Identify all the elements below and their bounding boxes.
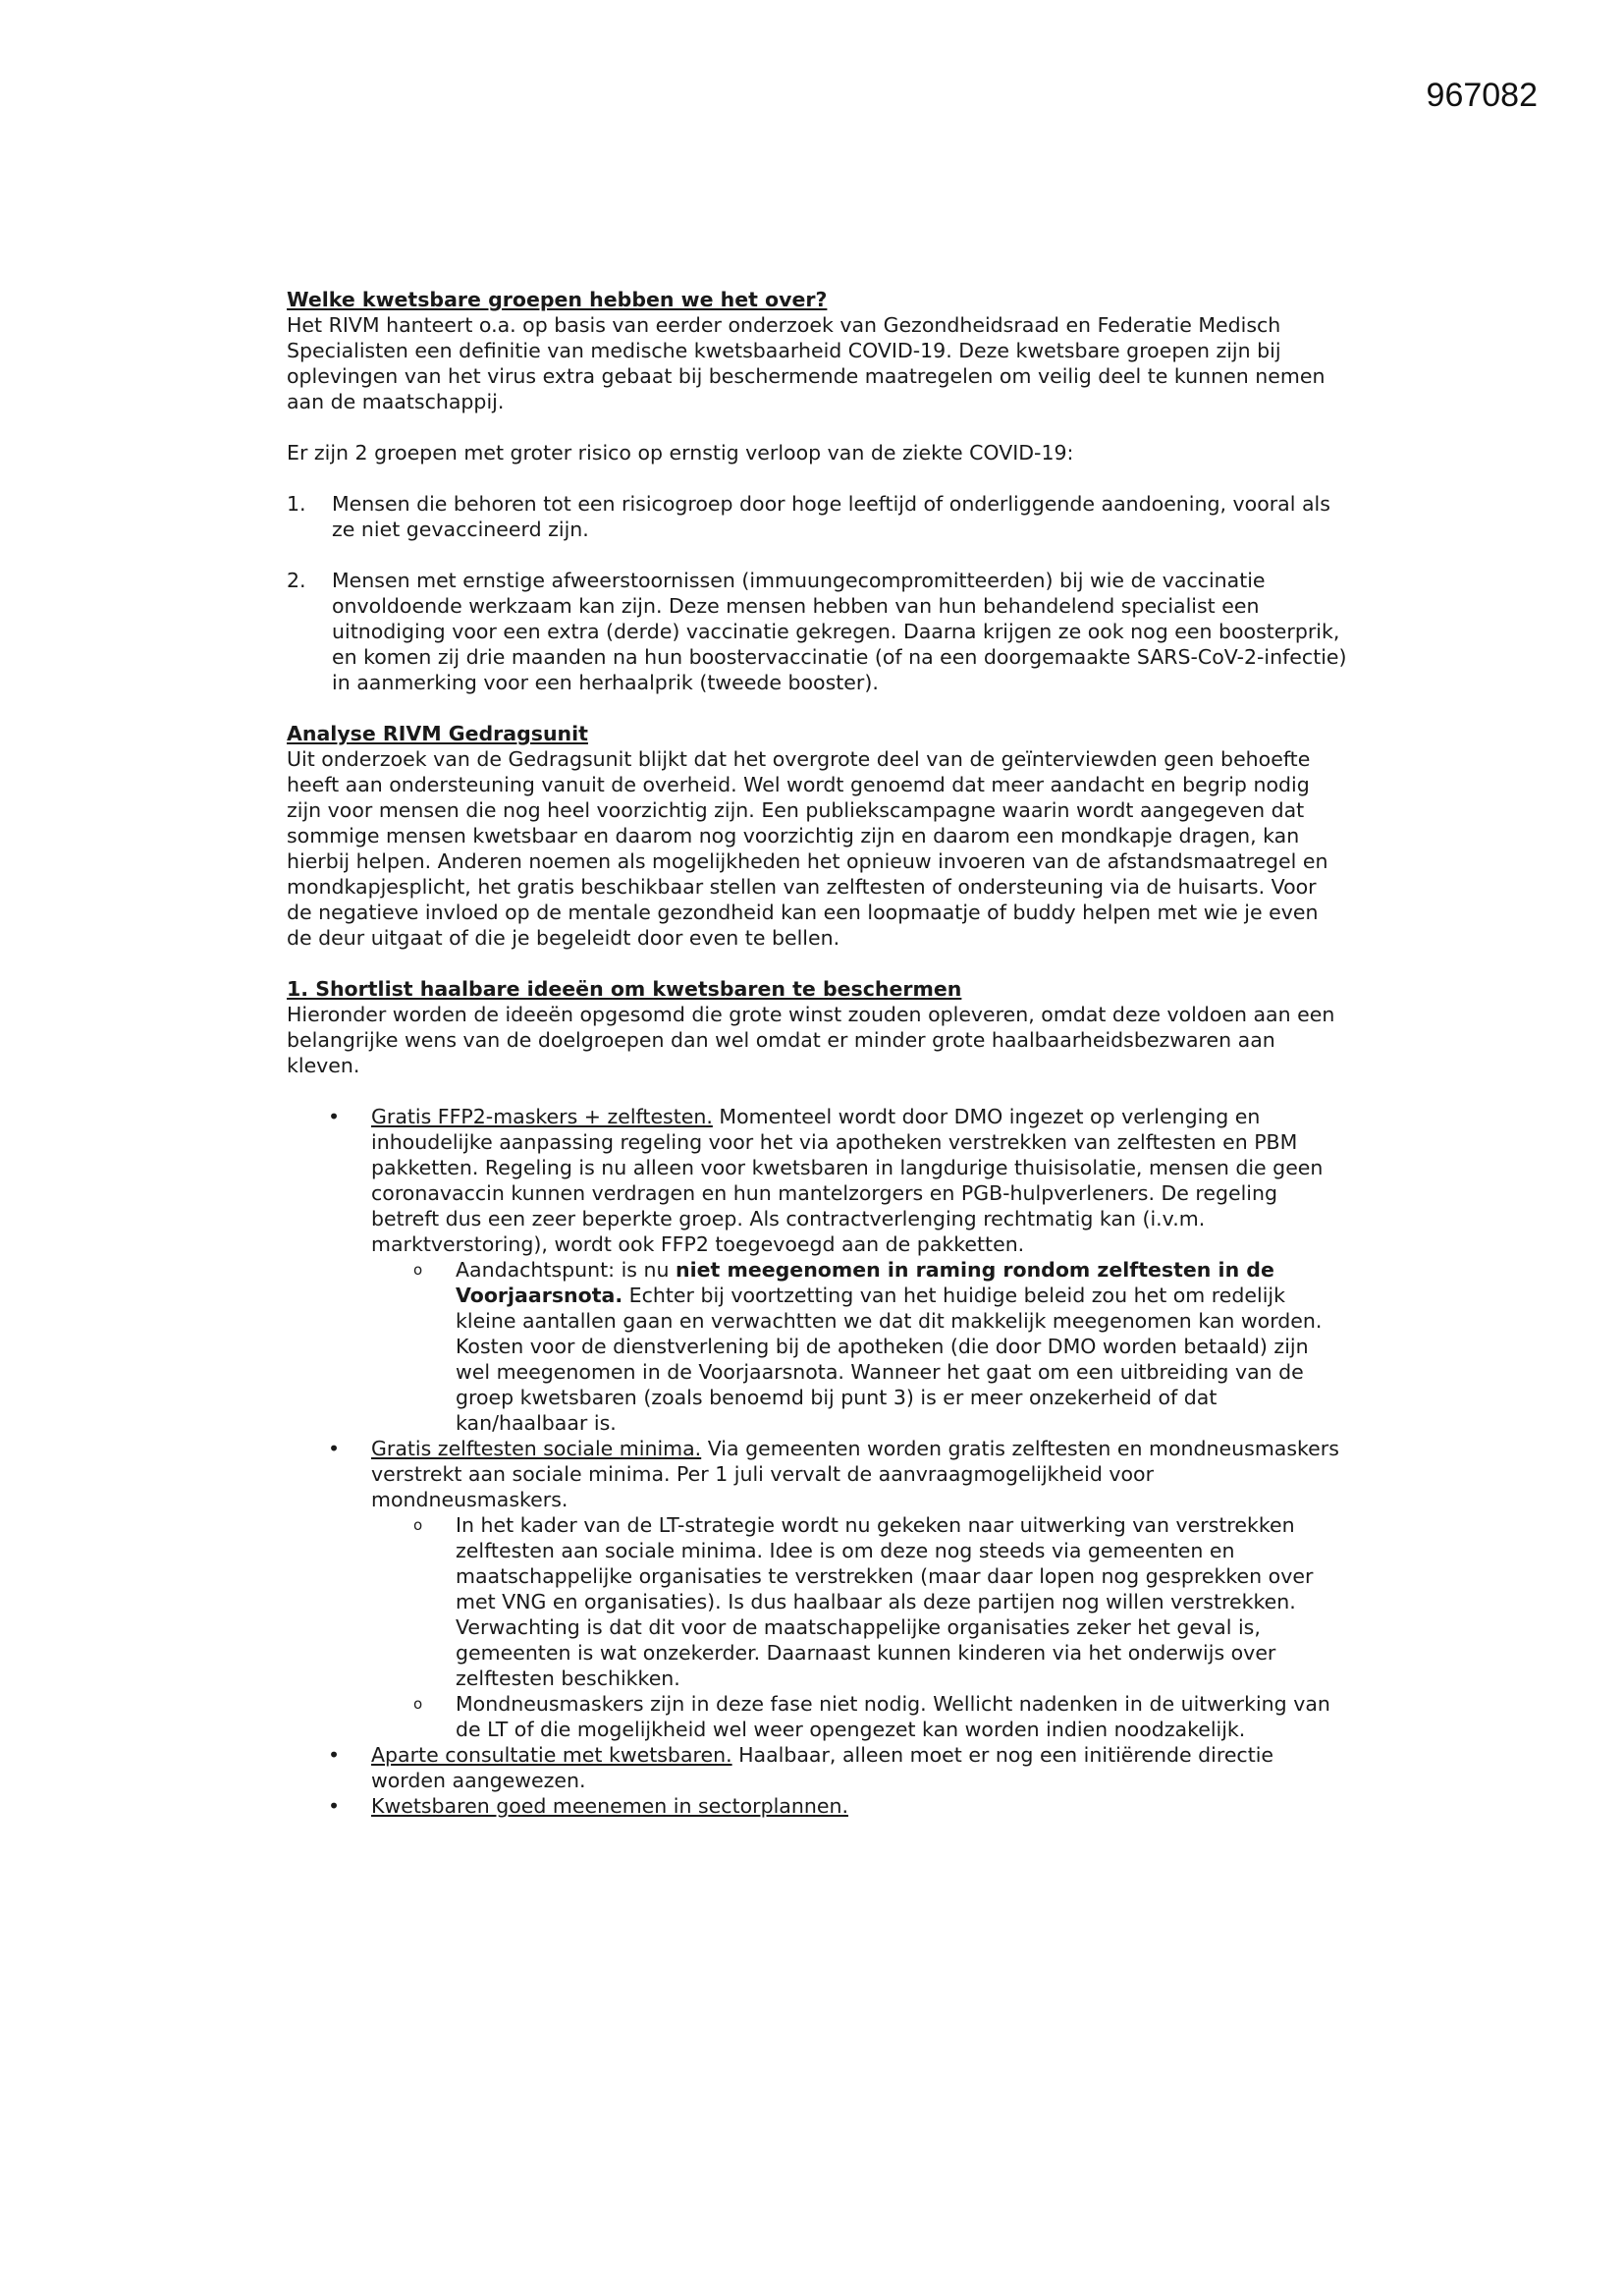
list-item-text: Mensen met ernstige afweerstoornissen (immuungecompromitteerden) bij wie de vaccinatie onvoldoende werkzaam kan zijn. Deze mensen hebben van hun behandelend specialist een uitnodiging voor een extra (derde) vaccinatie gekregen. Daarna krijgen ze ook nog een boosterprik, en komen zij drie maanden na hun boostervaccinatie (of na een doorgemaakte SARS-CoV-2-infectie) in aanmerking voor een herhaalprik (tweede booster). xyxy=(332,569,1347,694)
list-item xyxy=(287,568,1347,695)
shortlist-intro: Hieronder worden de ideeën opgesomd die grote winst zouden opleveren, omdat deze voldoen aan een belangrijke wens van de doelgroepen dan wel omdat er minder grote haalbaarheidsbezwaren aan kleven. xyxy=(287,1003,1335,1077)
sub-item-text: Echter bij voortzetting van het huidige beleid zou het om redelijk kleine aantallen gaan en verwachtten we dat dit makkelijk meegenomen kan worden. Kosten voor de dienstverlening bij de apotheken (die door DMO worden betaald) zijn wel meegenomen in de Voorjaarsnota. Wanneer het gaat om een uitbreiding van de groep kwetsbaren (zoals benoemd bij punt 3) is er meer onzekerheid of dat kan/haalbaar is. xyxy=(456,1284,1323,1435)
gedragsunit-paragraph: Uit onderzoek van de Gedragsunit blijkt dat het overgrote deel van de geïnterviewden geen behoefte heeft aan ondersteuning vanuit de overheid. Wel wordt genoemd dat meer aandacht en begrip nodig zijn voor mensen die nog heel voorzichtig zijn. Een publiekscampagne waarin wordt aangegeven dat sommige mensen kwetsbaar en daarom nog voorzichtig zijn en daarom een mondkapje dragen, kan hierbij helpen. Anderen noemen als mogelijkheden het opnieuw invoeren van de afstandsmaatregel en mondkapjesplicht, het gratis beschikbaar stellen van zelftesten of ondersteuning via de huisarts. Voor de negatieve invloed op de mentale gezondheid kan een loopmaatje of buddy helpen met wie je even de deur uitgaat of die je begeleidt door even te bellen. xyxy=(287,747,1328,950)
risk-groups-list xyxy=(287,491,1347,695)
item-title: Gratis zelftesten sociale minima. xyxy=(371,1437,702,1460)
item-text: Via gemeenten worden gratis zelftesten en mondneusmaskers verstrekt aan sociale minima. Per 1 juli vervalt de aanvraagmogelijkheid voor mondneusmaskers. xyxy=(371,1437,1339,1511)
circle-bullet-icon: o xyxy=(413,1516,423,1534)
intro-paragraph: Het RIVM hanteert o.a. op basis van eerder onderzoek van Gezondheidsraad en Federatie Medisch Specialisten een definitie van medische kwetsbaarheid COVID-19. Deze kwetsbare groepen zijn bij oplevingen van het virus extra gebaat bij beschermende maatregelen om veilig deel te kunnen nemen aan de maatschappij. xyxy=(287,313,1326,413)
sub-item-text: Mondneusmaskers zijn in deze fase niet nodig. Wellicht nadenken in de uitwerking van de LT of die mogelijkheid wel weer opengezet kan worden indien noodzakelijk. xyxy=(456,1692,1330,1741)
list-item xyxy=(287,1793,1347,1819)
list-item xyxy=(287,1742,1347,1793)
sub-list xyxy=(371,1512,1347,1742)
list-item-text: Mensen die behoren tot een risicogroep door hoge leeftijd of onderliggende aandoening, vooral als ze niet gevaccineerd zijn. xyxy=(332,492,1330,541)
sub-list-item xyxy=(371,1257,1347,1436)
list-item xyxy=(287,1104,1347,1436)
sub-item-text: In het kader van de LT-strategie wordt nu gekeken naar uitwerking van verstrekken zelftesten aan sociale minima. Idee is om deze nog steeds via gemeenten en maatschappelijke organisaties te verstrekken (maar daar lopen nog gesprekken over met VNG en organisaties). Is dus haalbaar als deze partijen nog willen verstrekken. Verwachting is dat dit voor de maatschappelijke organisaties zeker het geval is, gemeenten is wat onzekerder. Daarnaast kunnen kinderen via het onderwijs over zelftesten beschikken. xyxy=(456,1513,1314,1690)
item-title: Gratis FFP2-maskers + zelftesten. xyxy=(371,1105,713,1128)
risk-groups-intro: Er zijn 2 groepen met groter risico op ernstig verloop van de ziekte COVID-19: xyxy=(287,441,1074,465)
sub-list-item xyxy=(371,1691,1347,1742)
circle-bullet-icon: o xyxy=(413,1695,423,1713)
list-item xyxy=(287,1436,1347,1742)
section-heading-gedragsunit: Analyse RIVM Gedragsunit xyxy=(287,722,588,745)
bullet-icon: • xyxy=(328,1437,341,1460)
section-heading-kwetsbare-groepen: Welke kwetsbare groepen hebben we het over? xyxy=(287,288,828,311)
document-body xyxy=(287,287,1347,1819)
shortlist-list xyxy=(287,1104,1347,1819)
list-item xyxy=(287,491,1347,542)
sub-list xyxy=(371,1257,1347,1436)
item-text: Haalbaar, alleen moet er nog een initiërende directie worden aangewezen. xyxy=(371,1743,1274,1792)
sub-item-bold-text: niet meegenomen in raming rondom zelftesten in de Voorjaarsnota. xyxy=(456,1258,1274,1307)
list-number: 1. xyxy=(287,492,306,516)
sub-item-text: Aandachtspunt: is nu xyxy=(456,1258,676,1282)
list-number: 2. xyxy=(287,569,306,592)
document-id: 967082 xyxy=(1426,77,1538,114)
bullet-icon: • xyxy=(328,1743,341,1767)
sub-list-item xyxy=(371,1512,1347,1691)
item-text: Momenteel wordt door DMO ingezet op verlenging en inhoudelijke aanpassing regeling voor het via apotheken verstrekken van zelftesten en PBM pakketten. Regeling is nu alleen voor kwetsbaren in langdurige thuisisolatie, mensen die geen coronavaccin kunnen verdragen en hun mantelzorgers en PGB-hulpverleners. De regeling betreft dus een zeer beperkte groep. Als contractverlenging rechtmatig kan (i.v.m. marktverstoring), wordt ook FFP2 toegevoegd aan de pakketten. xyxy=(371,1105,1324,1256)
bullet-icon: • xyxy=(328,1794,341,1818)
item-title: Kwetsbaren goed meenemen in sectorplannen. xyxy=(371,1794,848,1818)
bullet-icon: • xyxy=(328,1105,341,1128)
section-heading-shortlist: 1. Shortlist haalbare ideeën om kwetsbaren te beschermen xyxy=(287,977,962,1001)
circle-bullet-icon: o xyxy=(413,1261,423,1279)
item-title: Aparte consultatie met kwetsbaren. xyxy=(371,1743,732,1767)
